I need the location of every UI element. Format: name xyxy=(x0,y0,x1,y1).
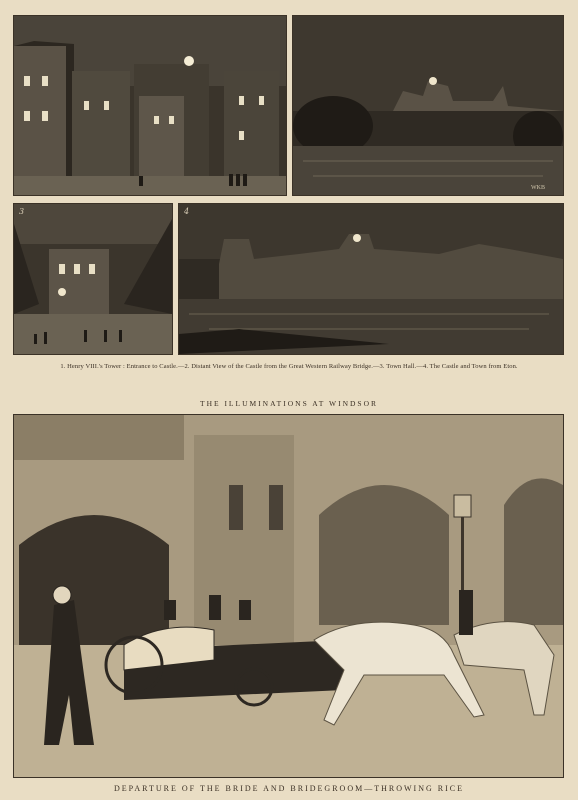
castle-from-eton-engraving xyxy=(179,204,563,354)
section-title-illuminations: THE ILLUMINATIONS AT WINDSOR xyxy=(199,399,378,408)
panel-distant-view xyxy=(292,15,564,196)
illustration-caption: 1. Henry VIII.'s Tower : Entrance to Castle.—2. Distant View of the Castle from the Great Western Railway Bridge.—3. Town Hall.—4. The Castle and Town from Eton. xyxy=(60,363,518,370)
henry-viii-tower-engraving xyxy=(14,16,286,195)
panel-town-hall xyxy=(13,203,173,355)
panel-henry-viii-tower xyxy=(13,15,287,196)
town-hall-engraving xyxy=(14,204,172,354)
departure-engraving xyxy=(14,415,563,777)
artist-signature: WKB xyxy=(531,185,545,191)
panel-number: 4 xyxy=(184,207,190,216)
distant-view-engraving xyxy=(293,16,563,195)
panel-departure-scene xyxy=(13,414,564,778)
section-title-departure: DEPARTURE OF THE BRIDE AND BRIDEGROOM—THROWING RICE xyxy=(114,784,464,793)
panel-castle-from-eton xyxy=(178,203,564,355)
panel-number: 3 xyxy=(19,207,25,216)
